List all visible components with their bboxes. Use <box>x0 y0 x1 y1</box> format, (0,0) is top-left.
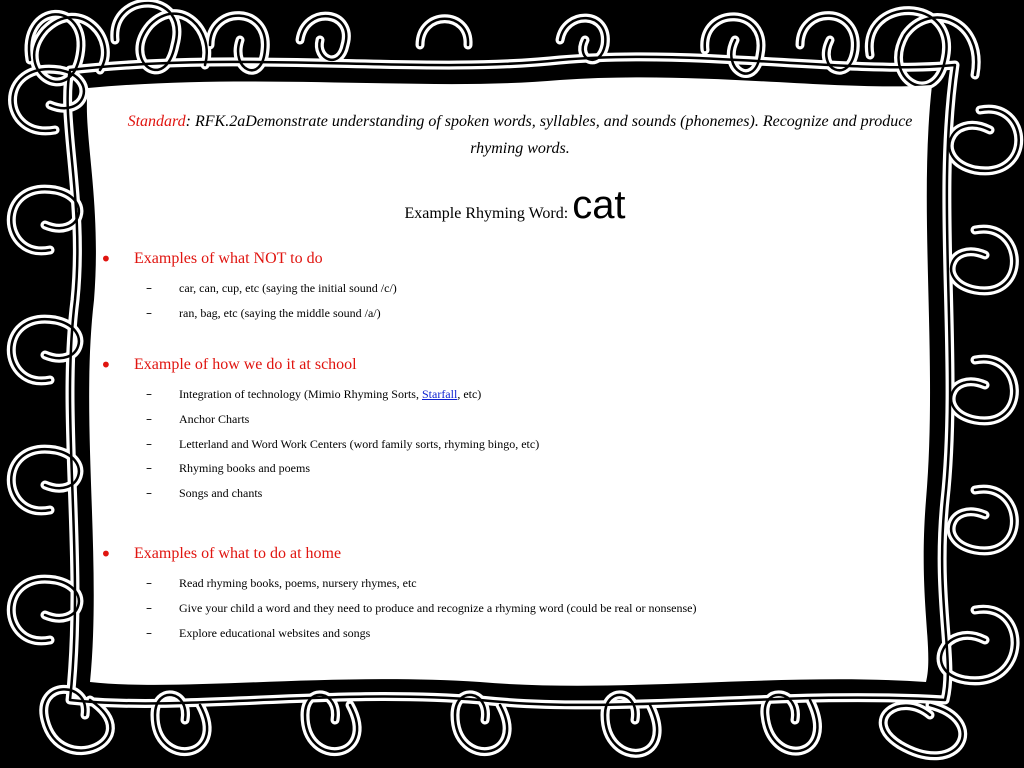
bullet-heading-row <box>100 246 930 272</box>
dash-icon: – <box>146 387 152 401</box>
example-word: cat <box>572 183 626 227</box>
starfall-link[interactable]: Starfall <box>421 387 458 401</box>
list-item-text: Letterland and Word Work Centers (word family sorts, rhyming bingo, etc) <box>179 436 540 451</box>
dash-icon: – <box>146 436 152 451</box>
list-item-text <box>179 382 481 407</box>
list-item-text: Rhyming books and poems <box>179 461 310 476</box>
dash-icon: – <box>146 281 152 295</box>
dash-icon: – <box>146 486 152 501</box>
bullet-section <box>100 246 930 326</box>
sub-list <box>100 571 930 645</box>
list-item <box>100 407 930 432</box>
bullet-icon: • <box>100 542 112 566</box>
list-item-text-after: , etc) <box>457 387 482 401</box>
list-item <box>100 621 930 646</box>
standard-label: Standard <box>127 113 186 130</box>
list-item-text: Give your child a word and they need to produce and recognize a rhyming word (could be real or nonsense) <box>179 600 697 615</box>
bullet-icon: • <box>100 247 112 271</box>
standard-statement <box>110 108 930 162</box>
dash-icon: – <box>146 461 152 476</box>
dash-icon: – <box>146 305 152 320</box>
bullet-section <box>100 541 930 645</box>
bullet-icon: • <box>100 353 112 377</box>
example-label: Example Rhyming Word: <box>404 205 573 222</box>
list-item-text: ran, bag, etc (saying the middle sound /a/) <box>179 305 381 320</box>
slide-content <box>100 108 930 668</box>
bullet-section <box>100 352 930 506</box>
list-item-text: Anchor Charts <box>179 411 250 426</box>
dash-icon: – <box>146 625 152 640</box>
list-item-text: Read rhyming books, poems, nursery rhymes, etc <box>179 576 417 590</box>
list-item <box>100 481 930 506</box>
section-heading: Examples of what NOT to do <box>134 250 323 267</box>
list-item-text-before: Integration of technology (Mimio Rhyming Sorts, <box>179 387 422 401</box>
list-item <box>100 596 930 621</box>
list-item-text: car, can, cup, etc (saying the initial sound /c/) <box>179 281 397 295</box>
bullet-heading-row <box>100 352 930 378</box>
section-heading: Examples of what to do at home <box>134 545 342 562</box>
standard-text: : RFK.2aDemonstrate understanding of spoken words, syllables, and sounds (phonemes). Recognize and produce rhyming words. <box>185 113 913 157</box>
dash-icon: – <box>146 600 152 615</box>
list-item-text: Songs and chants <box>179 486 263 501</box>
bullet-heading-row <box>100 541 930 567</box>
dash-icon: – <box>146 411 152 426</box>
list-item <box>100 301 930 326</box>
sub-list <box>100 382 930 506</box>
list-item <box>100 382 930 407</box>
list-item <box>100 571 930 596</box>
sub-list <box>100 276 930 326</box>
list-item <box>100 276 930 301</box>
list-item <box>100 456 930 481</box>
dash-icon: – <box>146 576 152 590</box>
list-item <box>100 432 930 457</box>
list-item-text: Explore educational websites and songs <box>179 625 371 640</box>
example-rhyming-word <box>100 180 930 230</box>
section-heading: Example of how we do it at school <box>134 356 357 373</box>
